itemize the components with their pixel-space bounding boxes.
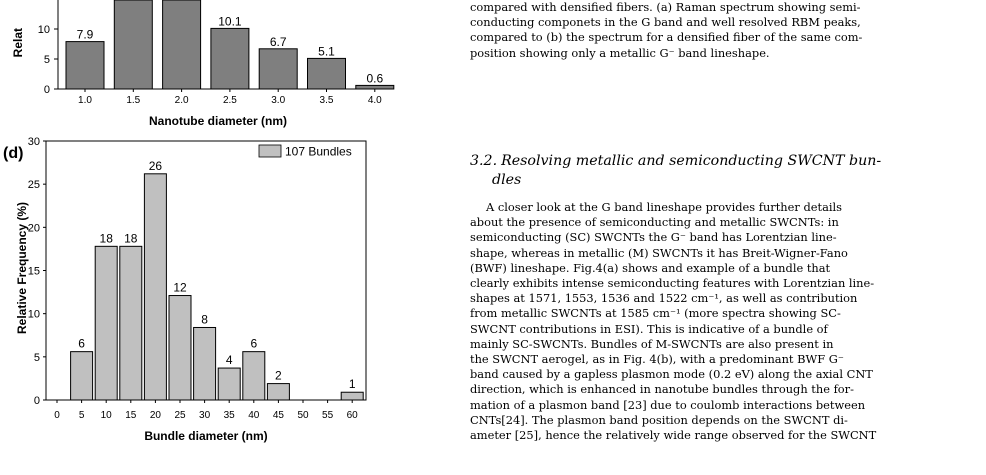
x-tick-label-d: 5 [78,410,85,421]
section-heading [470,152,970,190]
bar-c [356,85,394,89]
body-line: direction, which is enhanced in nanotube bundles through the for- [470,382,854,397]
data-label-d: 2 [275,368,282,383]
data-label-d: 6 [250,336,258,351]
data-label-c: 6.7 [269,34,287,49]
x-tick-label-d: 45 [272,410,284,421]
bar-d [95,246,117,400]
legend-d [259,145,352,159]
bar-d [71,352,93,400]
data-label-d: 26 [148,158,163,173]
body-paragraph [470,200,970,443]
panel-label-d: (d) [3,145,24,162]
x-axis-title-d: Bundle diameter (nm) [144,429,268,443]
x-tick-label-d: 40 [248,410,260,421]
data-label-c: 5.1 [318,44,335,59]
bar-d [169,296,191,400]
caption-line: compared with densified fibers. (a) Raman spectrum showing semi- [470,0,861,14]
y-axis-label-c: Relat [11,28,25,58]
x-tick-label-c: 1.5 [126,95,141,106]
bar-c [163,0,201,89]
x-tick-label-d: 50 [297,410,309,421]
bar-d [267,384,289,400]
x-tick-label-c: 2.5 [222,95,237,106]
y-tick-label-d: 10 [27,308,40,321]
y-tick-label-d: 5 [33,351,40,364]
y-tick-label-d: 15 [27,265,40,278]
x-tick-label-c: 3.0 [271,95,286,106]
y-tick-label-d: 0 [33,395,40,407]
bar-c [114,0,152,89]
bar-d [144,174,166,400]
figure-caption [470,0,970,61]
bar-d [243,352,265,400]
body-line: ameter [25], hence the relatively wide range observed for the SWCNT [470,428,877,443]
caption-line: compared to (b) the spectrum for a densified fiber of the same com- [470,30,863,45]
data-label-d: 18 [99,231,113,246]
x-tick-label-c: 2.0 [174,95,189,106]
body-line: clearly exhibits intense semiconducting features with Lorentzian line- [470,276,875,291]
x-tick-label-c: 4.0 [367,95,382,106]
body-line: mainly SC-SWCNTs. Bundles of M-SWCNTs are also present in [470,336,834,351]
data-label-d: 8 [201,312,208,327]
x-tick-label-d: 55 [322,410,334,421]
bar-d [218,368,240,400]
y-axis-label-d: Relative Frequency (%) [15,201,29,335]
data-label-d: 1 [348,377,356,392]
bar-d [120,246,142,400]
body-line: (BWF) lineshape. Fig.4(a) shows and example of a bundle that [470,260,831,275]
bar-c [211,28,249,89]
bar-d [194,327,216,400]
bar-c [259,49,297,89]
x-tick-label-d: 25 [174,410,186,421]
y-tick-label-c: 5 [43,54,50,66]
x-tick-label-c: 1.0 [78,95,92,106]
bar-c [66,42,104,89]
body-line: the SWCNT aerogel, as in Fig. 4(b), with a predominant BWF G⁻ [470,352,844,367]
x-tick-label-d: 10 [100,410,112,421]
x-tick-label-d: 15 [125,410,137,421]
body-line: shape, whereas in metallic (M) SWCNTs it has Breit-Wigner-Fano [470,245,848,260]
section-title-line: dles [492,172,522,188]
data-label-c: 10.1 [218,14,242,29]
x-tick-label-d: 30 [199,410,211,421]
x-tick-label-d: 60 [346,410,358,421]
caption-line: conducting componets in the G band and well resolved RBM peaks, [470,15,861,30]
bar-c [308,58,346,89]
body-line: from metallic SWCNTs at 1585 cm⁻¹ (more spectra showing SC- [470,306,841,321]
body-line: band caused by a gapless plasmon mode (0.2 eV) along the axial CNT [470,367,873,382]
histogram-nanotube-diameter [11,0,394,128]
body-line: about the presence of semiconducting and metallic SWCNTs: in [470,215,839,230]
data-label-d: 12 [173,280,187,295]
body-line: CNTs[24]. The plasmon band position depends on the SWCNT di- [470,412,848,427]
legend-swatch [259,145,281,157]
y-tick-label-d: 25 [27,179,40,192]
data-label-c: 0.6 [366,71,384,86]
figure-charts [0,0,470,475]
legend-label: 107 Bundles [285,144,352,159]
x-axis-title-c: Nanotube diameter (nm) [148,114,288,128]
section-title: Resolving metallic and semiconducting SWCNT bun- [501,153,882,169]
x-tick-label-c: 3.5 [319,95,334,106]
body-line: shapes at 1571, 1553, 1536 and 1522 cm⁻¹, as well as contribution [470,291,858,306]
body-line: SWCNT contributions in ESI). This is indicative of a bundle of [470,321,828,336]
histogram-bundle-diameter [3,136,366,443]
data-label-d: 6 [78,336,85,351]
caption-line: position showing only a metallic G⁻ band lineshape. [470,45,770,60]
y-tick-label-c: 0 [43,84,50,96]
section-number: 3.2. [470,153,498,169]
body-line: semiconducting (SC) SWCNTs the G⁻ band has Lorentzian line- [470,230,837,245]
x-tick-label-d: 20 [149,410,161,421]
y-tick-label-d: 30 [27,136,40,148]
x-tick-label-d: 35 [223,410,235,421]
x-tick-label-d: 0 [54,410,60,421]
data-label-d: 18 [124,231,138,246]
y-tick-label-d: 20 [27,222,40,235]
body-line: A closer look at the G band lineshape provides further details [486,200,842,214]
y-tick-label-c: 10 [37,24,50,36]
data-label-c: 7.9 [76,27,94,42]
data-label-d: 4 [225,353,233,368]
body-line: mation of a plasmon band [23] due to coulomb interactions between [470,397,866,412]
section-title-line [470,152,970,171]
bar-d [341,392,363,400]
